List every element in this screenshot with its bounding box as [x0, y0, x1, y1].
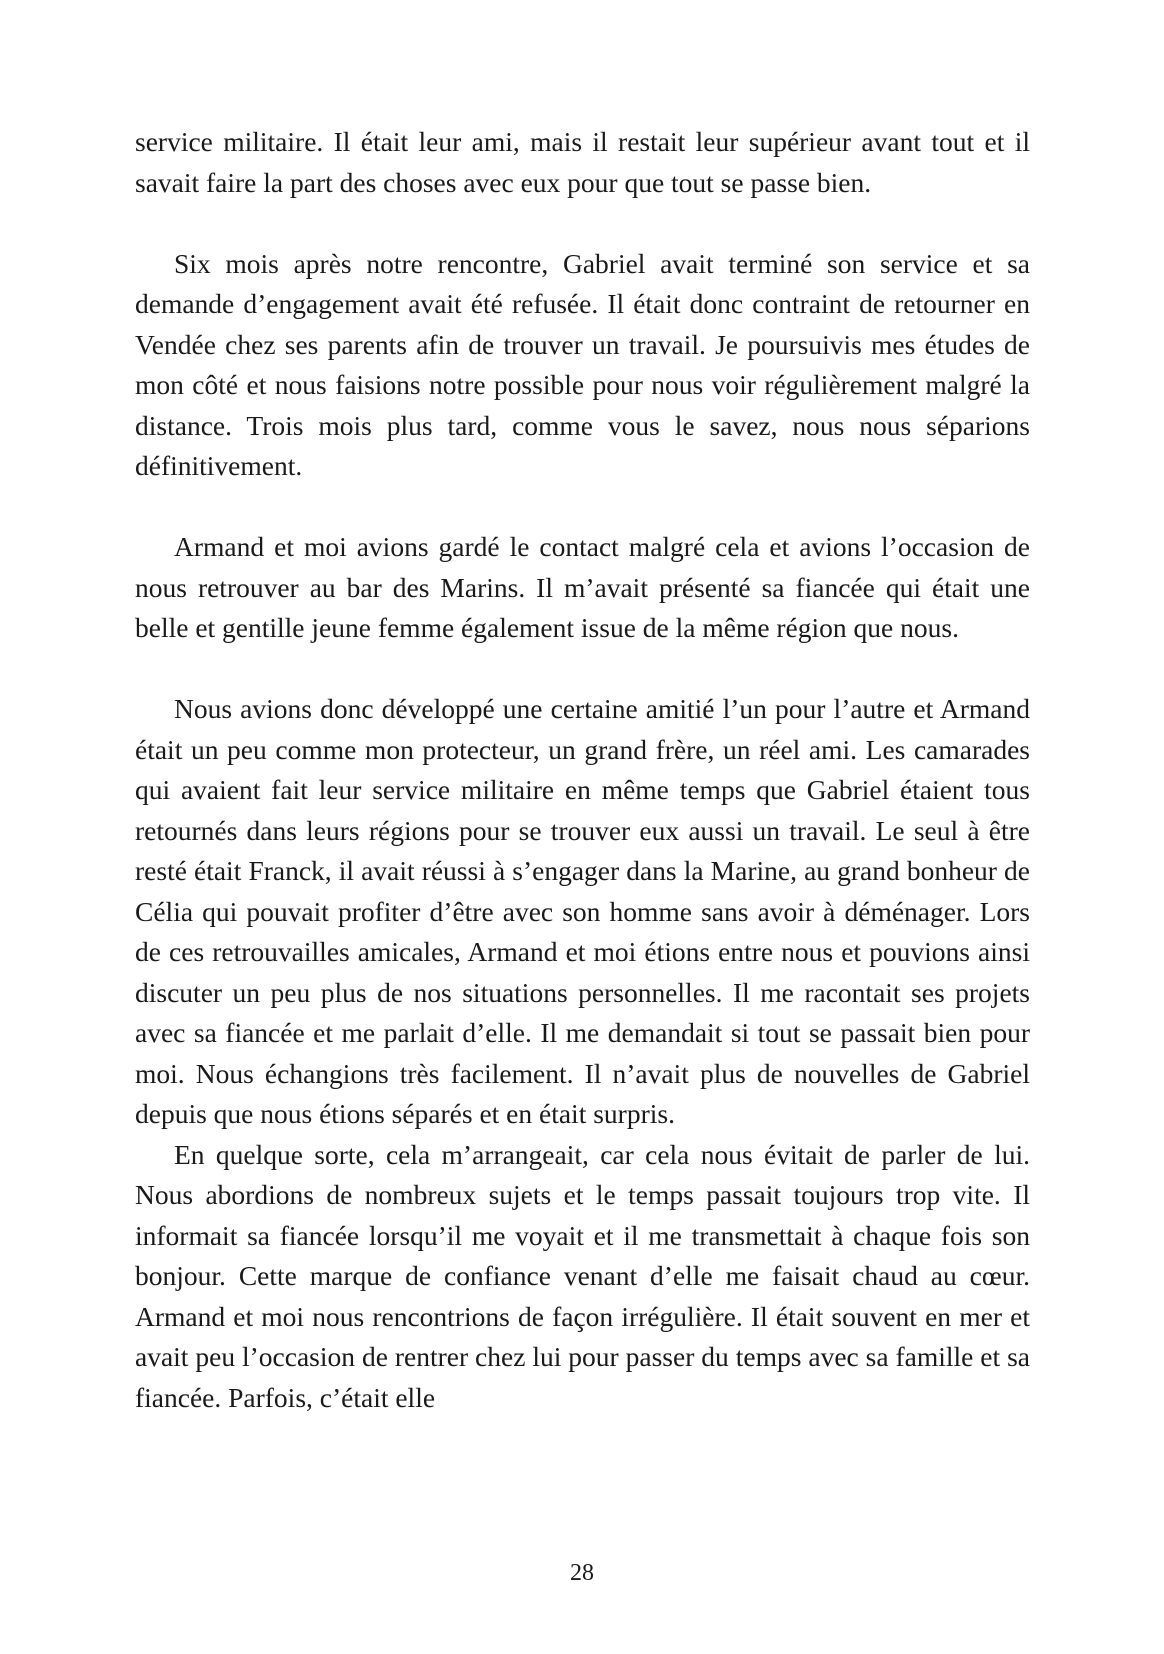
- paragraph-armand-contact: Armand et moi avions gardé le contact malgré cela et avions l’occasion de nous retrouver au bar des Marins. Il m’avait présenté sa fiancée qui était une belle et gentille jeune femme également issue de la même région que nous.: [135, 531, 1030, 643]
- body-text: [135, 122, 1030, 1418]
- paragraph-continuation: service militaire. Il était leur ami, mais il restait leur supérieur avant tout et il savait faire la part des choses avec eux pour que tout se passe bien.: [135, 126, 1030, 198]
- paragraph-gabriel-service: Six mois après notre rencontre, Gabriel avait terminé son service et sa demande d’engagement avait été refusée. Il était donc contraint de retourner en Vendée chez ses parents afin de trouver un travail. Je poursuivis mes études de mon côté et nous faisions notre possible pour nous voir régulièrement malgré la distance. Trois mois plus tard, comme vous le savez, nous nous séparions définitivement.: [135, 247, 1030, 481]
- page-number: 28: [570, 1560, 594, 1586]
- paragraph-conversations: En quelque sorte, cela m’arrangeait, car cela nous évitait de parler de lui. Nous abordions de nombreux sujets et le temps passait toujours trop vite. Il informait sa fiancée lorsqu’il me voyait et il me transmettait à chaque fois son bonjour. Cette marque de confiance venant d’elle me faisait chaud au cœur. Armand et moi nous rencontrions de façon irrégulière. Il était souvent en mer et avait peu l’occasion de rentrer chez lui pour passer du temps avec sa famille et sa fiancée. Parfois, c’était elle: [135, 1138, 1030, 1413]
- paragraph-friendship: Nous avions donc développé une certaine amitié l’un pour l’autre et Armand était un peu comme mon protecteur, un grand frère, un réel ami. Les camarades qui avaient fait leur service militaire en même temps que Gabriel étaient tous retournés dans leurs régions pour se trouver eux aussi un travail. Le seul à être resté était Franck, il avait réussi à s’engager dans la Marine, au grand bonheur de Célia qui pouvait profiter d’être avec son homme sans avoir à déménager. Lors de ces retrouvailles amicales, Armand et moi étions entre nous et pouvions ainsi discuter un peu plus de nos situations personnelles. Il me racontait ses projets avec sa fiancée et me parlait d’elle. Il me demandait si tout se passait bien pour moi. Nous échangions très facilement. Il n’avait plus de nouvelles de Gabriel depuis que nous étions séparés et en était surpris.: [135, 693, 1030, 1129]
